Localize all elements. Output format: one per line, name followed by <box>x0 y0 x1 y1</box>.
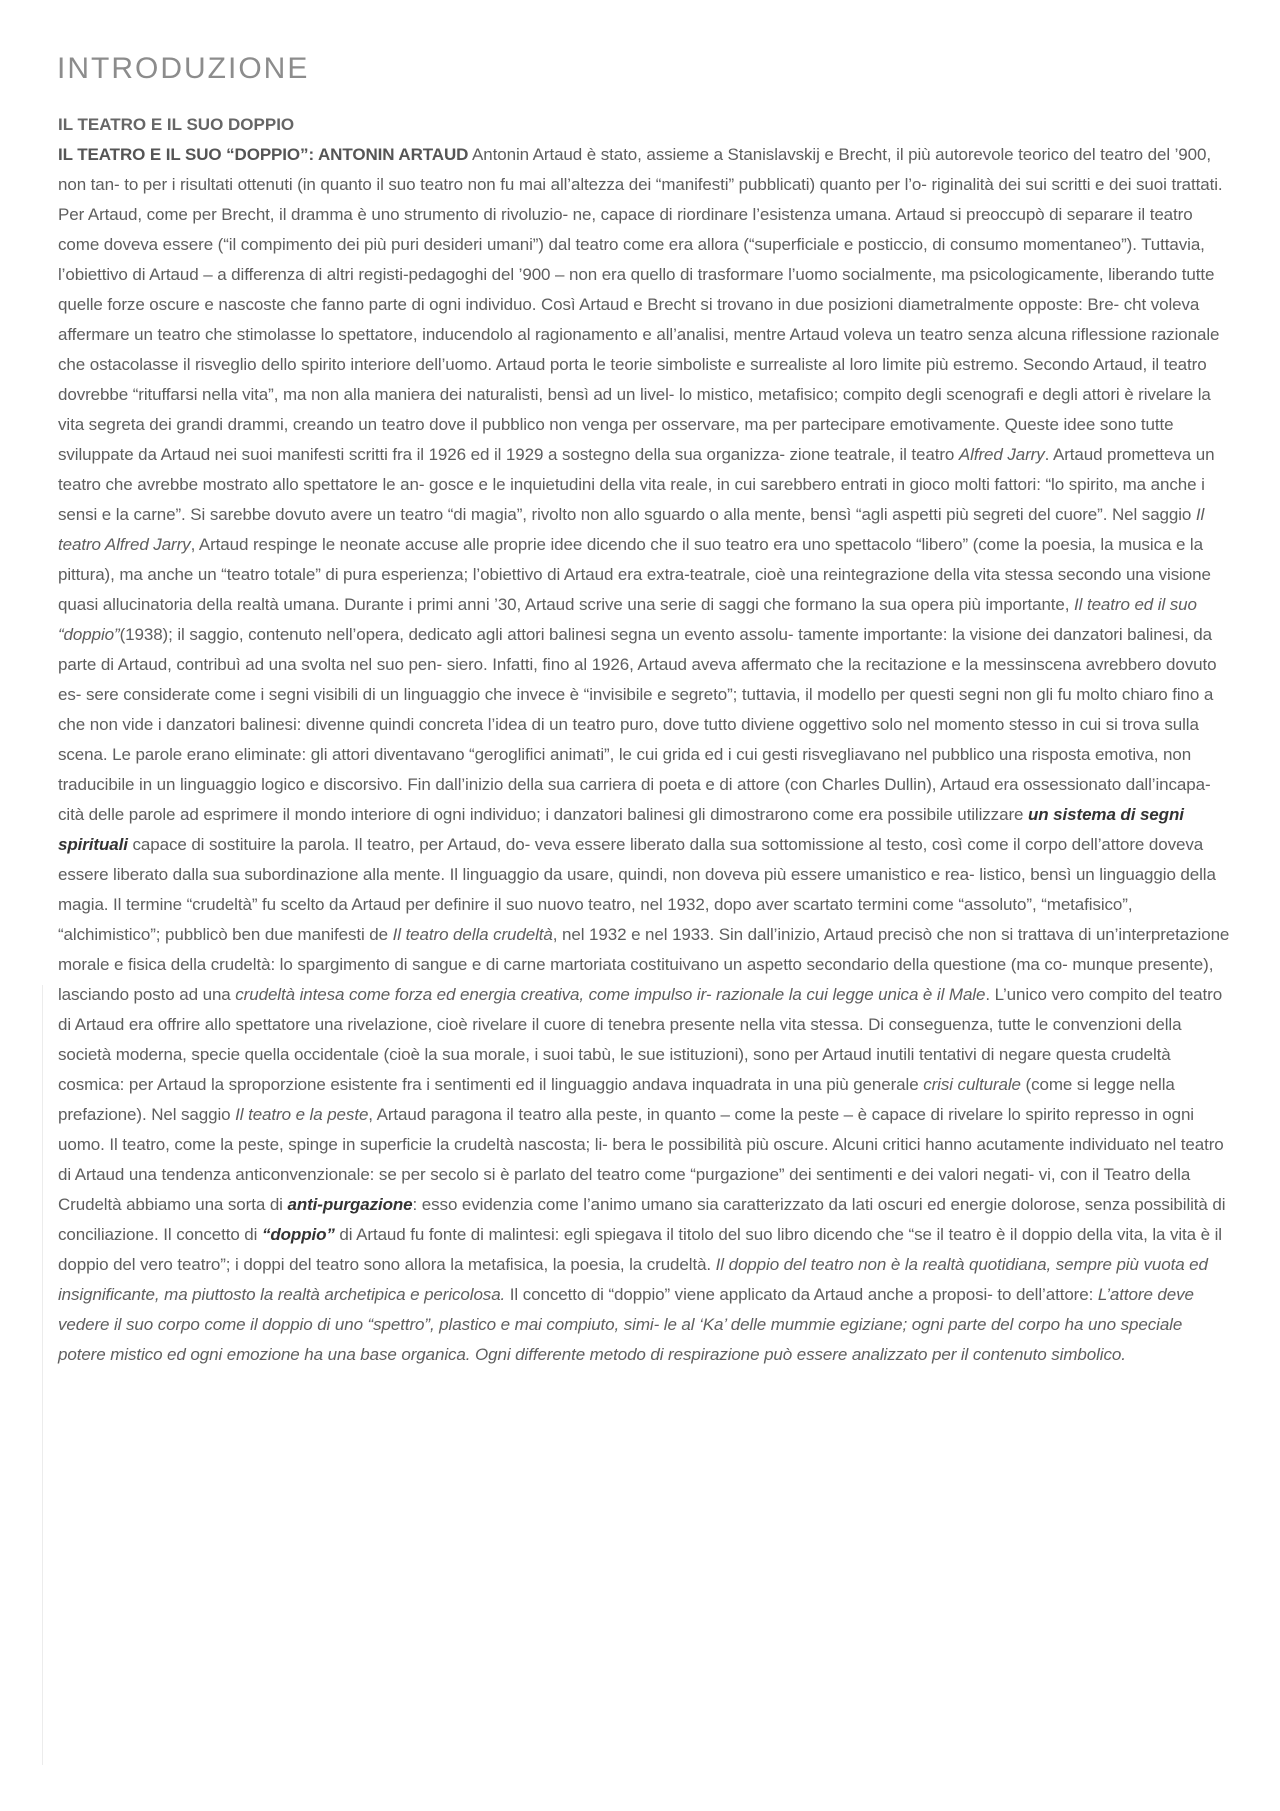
article-lead-heading: IL TEATRO E IL SUO “DOPPIO”: ANTONIN ARTAUD <box>58 145 469 164</box>
text-run: capace di sostituire la parola. Il teatro, per Artaud, do- veva essere liberato dalla sua sottomissione al testo, così come il corpo dell’attore doveva essere liberato dalla sua subordinazione alla mente. Il linguaggio da usare, quindi, non doveva più essere umanistico e rea- listico, bensì un linguaggio della magia. Il termine “crudeltà” fu scelto da Artaud per definire il suo nuovo teatro, nel 1932, dopo aver scartato termini come “assoluto”, “metafisico”, “alchimistico”; pubblicò ben due manifesti de <box>58 835 1216 944</box>
emphasis: anti-purgazione <box>287 1195 413 1214</box>
article-paragraph <box>58 140 1233 1370</box>
title-reference: Il teatro e la peste <box>235 1105 369 1124</box>
text-run: Antonin Artaud è stato, assieme a Stanislavskij e Brecht, il più autorevole teorico del teatro del ’900, non tan- to per i risultati ottenuti (in quanto il suo teatro non fu mai all’altezza dei “manifesti” pubblicati) quanto per l’o- riginalità dei sui scritti e dei suoi trattati. Per Artaud, come per Brecht, il dramma è uno strumento di rivoluzio- ne, capace di riordinare l’esistenza umana. Artaud si preoccupò di separare il teatro come doveva essere (“il compimento dei più puri desideri umani”) dal teatro come era allora (“superficiale e posticcio, di consumo momentaneo”). Tuttavia, l’obiettivo di Artaud – a differenza di altri registi-pedagoghi del ’900 – non era quello di trasformare l’uomo socialmente, ma psicologicamente, liberando tutte quelle forze oscure e nascoste che fanno parte di ogni individuo. Così Artaud e Brecht si trovano in due posizioni diametralmente opposte: Bre- cht voleva affermare un teatro che stimolasse lo spettatore, inducendolo al ragionamento e all’analisi, mentre Artaud voleva un teatro senza alcuna riflessione razionale che ostacolasse il risveglio dello spirito interiore dell’uomo. Artaud porta le teorie simboliste e surrealiste al loro limite più estremo. Secondo Artaud, il teatro dovrebbe “rituffarsi nella vita”, ma non alla maniera dei naturalisti, bensì ad un livel- lo mistico, metafisico; compito degli scenografi e degli attori è rivelare la vita segreta dei grandi drammi, creando un teatro dove il pubblico non venga per osservare, ma per partecipare emotivamente. Queste idee sono tutte sviluppate da Artaud nei suoi manifesti scritti fra il 1926 ed il 1929 a sostegno della sua organizza- zione teatrale, il teatro <box>58 145 1223 464</box>
text-run: , Artaud respinge le neonate accuse alle proprie idee dicendo che il suo teatro era uno spettacolo “libero” (come la poesia, la musica e la pittura), ma anche un “teatro totale” di pura esperienza; l’obiettivo di Artaud era extra-teatrale, cioè una reintegrazione della vita stessa secondo una visione quasi allucinatoria della realtà umana. Durante i primi anni ’30, Artaud scrive una serie di saggi che formano la sua opera più importante, <box>58 535 1211 614</box>
title-reference: Il teatro ed il suo “doppio” <box>58 595 1197 644</box>
page-title: INTRODUZIONE <box>57 52 310 85</box>
text-run: . L’unico vero compito del teatro di Artaud era offrire allo spettatore una rivelazione, cioè rivelare il cuore di tenebra presente nella vita stessa. Di conseguenza, tutte le convenzioni della società moderna, specie quella occidentale (cioè la sua morale, i suoi tabù, le sue istituzioni), sono per Artaud inutili tentativi di negare questa crudeltà cosmica: per Artaud la sproporzione esistente fra i sentimenti ed il linguaggio andava inquadrata in una più generale <box>58 985 1223 1094</box>
text-run: di Artaud fu fonte di malintesi: egli spiegava il titolo del suo libro dicendo che “se il teatro è il doppio della vita, la vita è il doppio del vero teatro”; i doppi del teatro sono allora la metafisica, la poesia, la crudeltà. <box>58 1225 1222 1274</box>
text-run: . Artaud prometteva un teatro che avrebbe mostrato allo spettatore le an- gosce e le inquietudini della vita reale, in cui sarebbero entrati in gioco molti fattori: “lo spirito, ma anche i sensi e la carne”. Si sarebbe dovuto avere un teatro “di magia”, rivolto non allo sguardo o alla mente, bensì “agli aspetti più segreti del cuore”. Nel saggio <box>58 445 1215 524</box>
text-run: Il concetto di “doppio” viene applicato da Artaud anche a proposi- to dell’attore: <box>505 1285 1098 1304</box>
emphasis: “doppio” <box>261 1225 335 1244</box>
emphasis: crisi culturale <box>923 1075 1021 1094</box>
emphasis: un sistema di segni spirituali <box>58 805 1184 854</box>
title-reference: Il teatro Alfred Jarry <box>58 505 1205 554</box>
emphasis: L’attore deve vedere il suo corpo come il doppio di uno “spettro”, plastico e mai compiuto, simi- le al ‘Ka’ delle mummie egiziane; ogni parte del corpo ha uno speciale potere mistico ed ogni emozione ha una base organica. Ogni differente metodo di respirazione può essere analizzato per il contenuto simbolico. <box>58 1285 1194 1364</box>
emphasis: crudeltà intesa come forza ed energia creativa, come impulso ir- razionale la cui legge unica è il Male <box>235 985 986 1004</box>
text-run: (1938); il saggio, contenuto nell’opera, dedicato agli attori balinesi segna un evento assolu- tamente importante: la visione dei danzatori balinesi, da parte di Artaud, contribuì ad una svolta nel suo pen- siero. Infatti, fino al 1926, Artaud aveva affermato che la recitazione e la messinscena avrebbero dovuto es- sere considerate come i segni visibili di un linguaggio che invece è “invisibile e segreto”; tuttavia, il modello per questi segni non gli fu molto chiaro fino a che non vide i danzatori balinesi: divenne quindi concreta l’idea di un teatro puro, dove tutto diviene oggettivo solo nel momento stesso in cui si trova sulla scena. Le parole erano eliminate: gli attori diventavano “geroglifici animati”, le cui grida ed i cui gesti risvegliavano nel pubblico una risposta emotiva, non traducibile in un linguaggio logico e discorsivo. Fin dall’inizio della sua carriera di poeta e di attore (con Charles Dullin), Artaud era ossessionato dall’incapa- cità delle parole ad esprimere il mondo interiore di ogni individuo; i danzatori balinesi gli dimostrarono come era possibile utilizzare <box>58 625 1217 824</box>
title-reference: Il teatro della crudeltà <box>392 925 553 944</box>
text-run: , Artaud paragona il teatro alla peste, in quanto – come la peste – è capace di rivelare lo spirito represso in ogni uomo. Il teatro, come la peste, spinge in superficie la crudeltà nascosta; li- bera le possibilità più oscure. Alcuni critici hanno acutamente individuato nel teatro di Artaud una tendenza anticonvenzionale: se per secolo si è parlato del teatro come “purgazione” dei sentimenti e dei valori negati- vi, con il Teatro della Crudeltà abbiamo una sorta di <box>58 1105 1224 1214</box>
title-reference: Alfred Jarry <box>958 445 1045 464</box>
text-run: : esso evidenzia come l’animo umano sia caratterizzato da lati oscuri ed energie dolorose, senza possibilità di conciliazione. Il concetto di <box>58 1195 1226 1244</box>
section-subtitle: IL TEATRO E IL SUO DOPPIO <box>58 115 295 134</box>
text-run: , nel 1932 e nel 1933. Sin dall’inizio, Artaud precisò che non si trattava di un’interpretazione morale e fisica della crudeltà: lo spargimento di sangue e di carne martoriata costituivano un aspetto secondario della questione (ma co- munque presente), lasciando posto ad una <box>58 925 1230 1004</box>
emphasis: Il doppio del teatro non è la realtà quotidiana, sempre più vuota ed insignificante, ma piuttosto la realtà archetipica e pericolosa. <box>58 1255 1208 1304</box>
text-run: (come si legge nella prefazione). Nel saggio <box>58 1075 1175 1124</box>
left-divider <box>42 985 43 1765</box>
